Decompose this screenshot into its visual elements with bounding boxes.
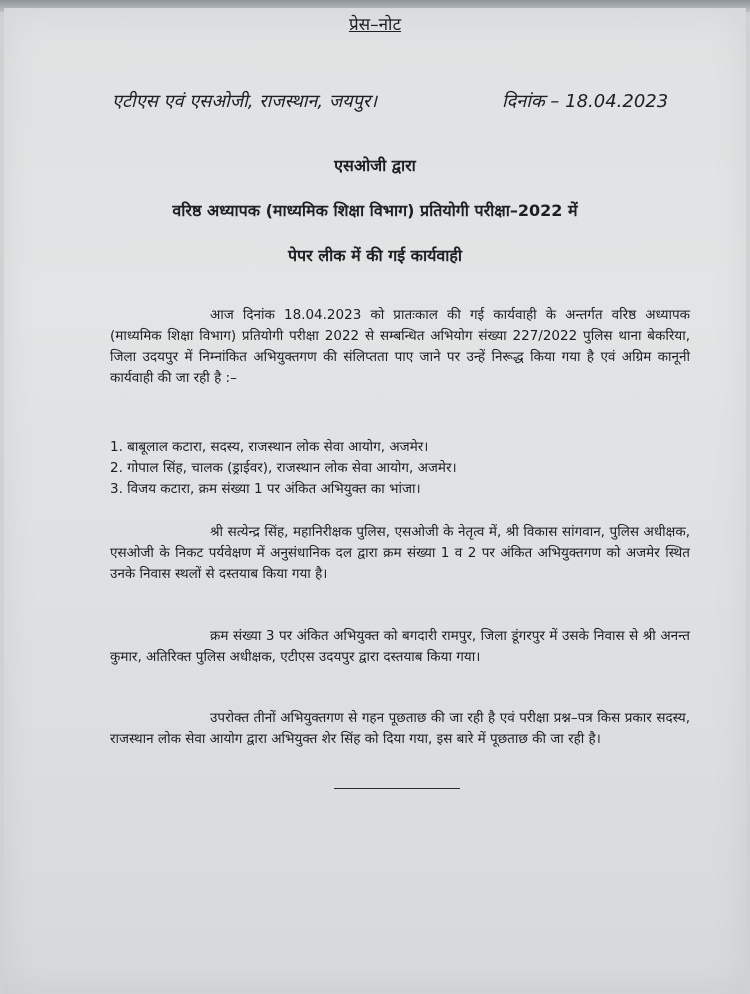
paragraph-interrogation: उपरोक्त तीनों अभियुक्तगण से गहन पूछताछ की जा रही है एवं परीक्षा प्रश्न–पत्र किस प्रकार सदस्य, राजस्थान लोक सेवा आयोग द्वारा अभियुक्त शेर सिंह को दिया गया, इस बारे में पूछताछ की जा रही है।	[110, 710, 690, 747]
issue-date: दिनांक – 18.04.2023	[502, 91, 669, 112]
heading-line-2: वरिष्ठ अध्यापक (माध्यमिक शिक्षा विभाग) प्रतियोगी परीक्षा–2022 में	[172, 201, 578, 220]
heading-line-3: पेपर लीक में की गई कार्यवाही	[287, 246, 463, 265]
issuing-office: एटीएस एवं एसओजी, राजस्थान, जयपुर।	[112, 91, 378, 112]
heading-line-1: एसओजी द्वारा	[334, 156, 416, 175]
press-note-title: प्रेस–नोट	[348, 15, 402, 35]
accused-list	[110, 437, 700, 500]
list-item: 3. विजय कटारा, क्रम संख्या 1 पर अंकित अभियुक्त का भांजा।	[110, 481, 421, 497]
press-note-page	[4, 8, 746, 994]
end-divider	[334, 788, 460, 789]
paragraph-intro: आज दिनांक 18.04.2023 को प्रातःकाल की गई कार्यवाही के अन्तर्गत वरिष्ठ अध्यापक (माध्यमिक शिक्षा विभाग) प्रतियोगी परीक्षा 2022 से सम्बन्धित अभियोग संख्या 227/2022 पुलिस थाना बेकरिया, जिला उदयपुर में निम्नांकित अभियुक्तगण की संलिप्तता पाए जाने पर उन्हें निरूद्ध किया गया है एवं अग्रिम कानूनी कार्यवाही की जा रही है :–	[110, 307, 690, 386]
list-item: 1. बाबूलाल कटारा, सदस्य, राजस्थान लोक सेवा आयोग, अजमेर।	[110, 439, 429, 455]
paragraph-third-accused: क्रम संख्या 3 पर अंकित अभियुक्त को बगदारी रामपुर, जिला डूंगरपुर में उसके निवास से श्री अनन्त कुमार, अतिरिक्त पुलिस अधीक्षक, एटीएस उदयपुर द्वारा दस्तयाब किया गया।	[110, 628, 690, 665]
paragraph-arrest-team: श्री सत्येन्द्र सिंह, महानिरीक्षक पुलिस, एसओजी के नेतृत्व में, श्री विकास सांगवान, पुलिस अधीक्षक, एसओजी के निकट पर्यवेक्षण में अनुसंधानिक दल द्वारा क्रम संख्या 1 व 2 पर अंकित अभियुक्तगण को अजमेर स्थित उनके निवास स्थलों से दस्तयाब किया गया है।	[110, 524, 690, 582]
list-item: 2. गोपाल सिंह, चालक (ड्राईवर), राजस्थान लोक सेवा आयोग, अजमेर।	[110, 460, 457, 476]
